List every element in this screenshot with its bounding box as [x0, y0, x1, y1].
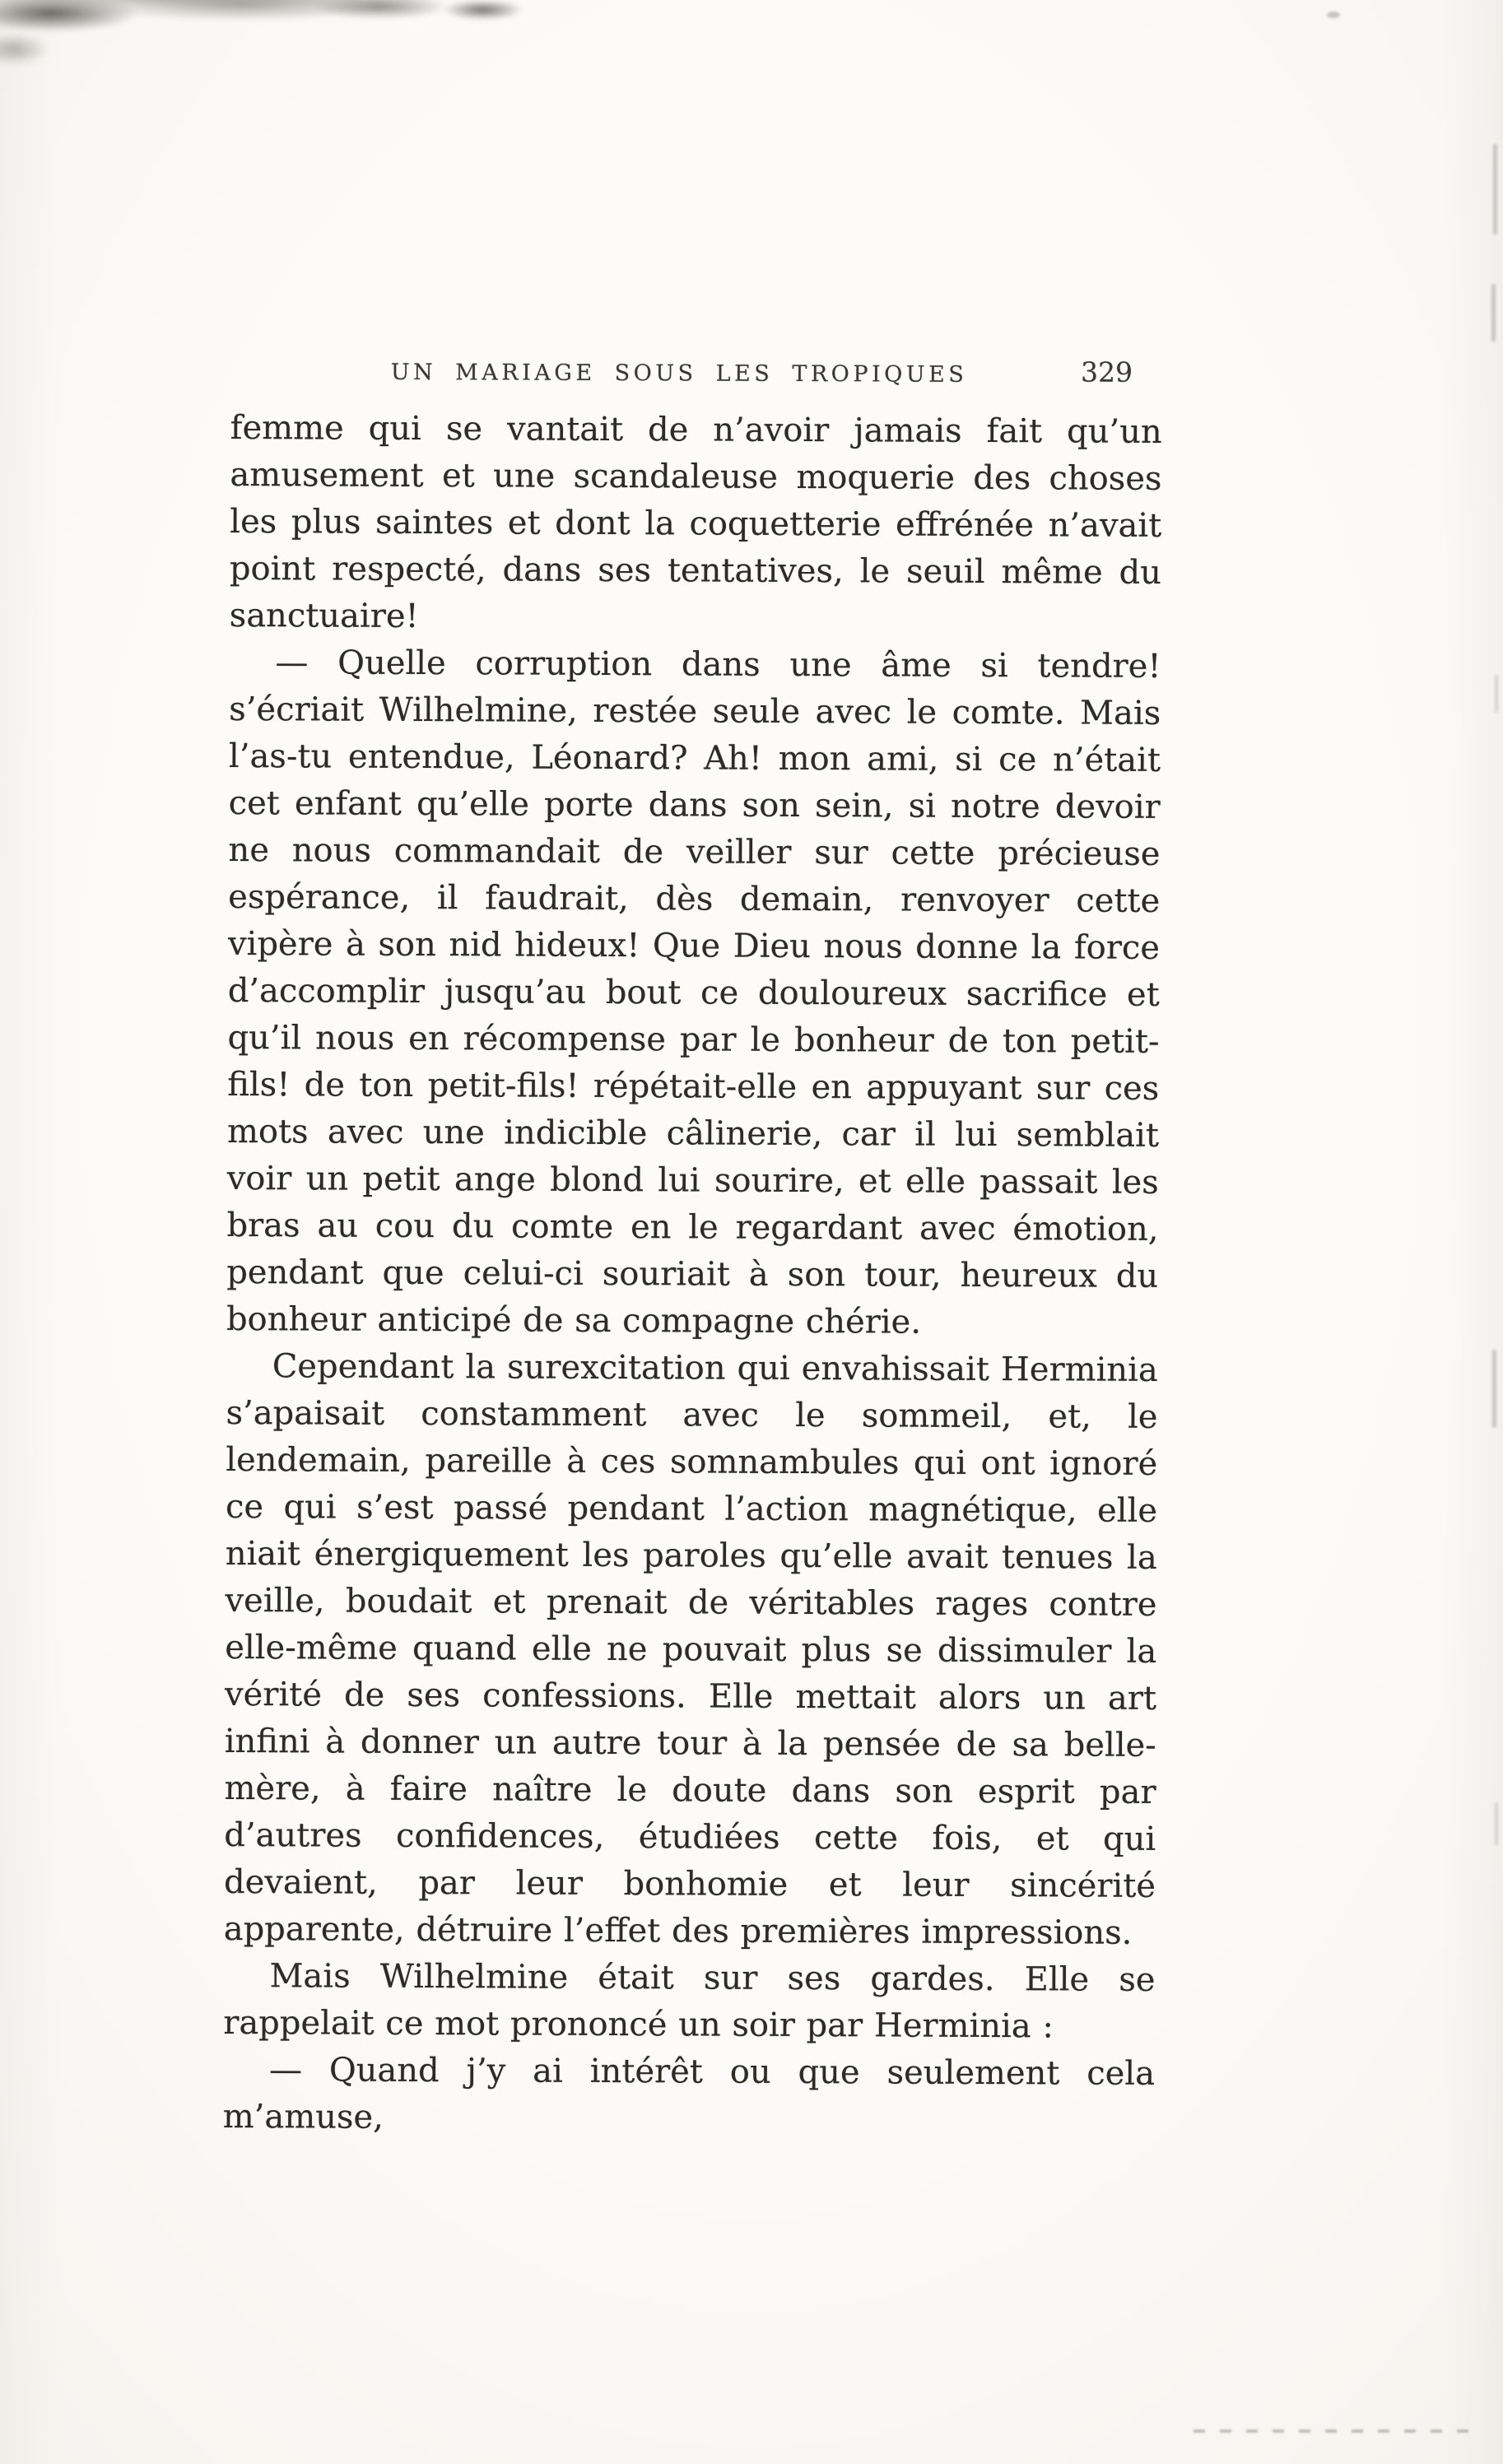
body-text — [223, 405, 1162, 2145]
scan-edge-mark — [1495, 675, 1498, 713]
paragraph-continuation: femme qui se vantait de n’avoir jamais fait qu’un amusement et une scandaleuse moquerie des choses les plus saintes et dont la coquetterie effrénée n’avait point respecté, dans ses tentatives, le seuil même du sanctuaire! — [229, 408, 1162, 635]
page-number: 329 — [1080, 356, 1133, 388]
page-header — [230, 356, 1162, 396]
scan-smudge-top-left — [0, 0, 652, 63]
scan-edge-mark — [1493, 144, 1497, 235]
scan-edge-mark — [1492, 1350, 1496, 1428]
scan-edge-mark — [1495, 1802, 1498, 1845]
scan-edge-mark — [1491, 284, 1496, 342]
paragraph-dialogue: — Quand j’y ai intérêt ou que seulement cela m’amuse, — [222, 2051, 1156, 2136]
scan-bottom-edge-dashes — [1194, 2429, 1482, 2433]
text-column — [222, 0, 1164, 2136]
scan-speck-top-right — [1327, 12, 1340, 18]
scan-smudge-left-edge — [0, 28, 87, 81]
paragraph-dialogue: — Quelle corruption dans une âme si tendre! s’écriait Wilhelmine, restée seule avec le comte. Mais l’as-tu entendue, Léonard? Ah! mon ami, si ce n’était cet enfant qu’elle porte dans son sein, si notre devoir ne nous commandait de veiller sur cette précieuse espérance, il faudrait, dès demain, renvoyer cette vipère à son nid hideux! Que Dieu nous donne la force d’accomplir jusqu’au bout ce douloureux sacrifice et qu’il nous en récompense par le bonheur de ton petit-fils! de ton petit-fils! répétait-elle en appuyant sur ces mots avec une indicible câlinerie, car il lui semblait voir un petit ange blond lui sourire, et elle passait les bras au cou du comte en le regardant avec émotion, pendant que celui-ci souriait à son tour, heureux du bonheur anticipé de sa compagne chérie. — [226, 644, 1161, 1341]
running-title: UN MARIAGE SOUS LES TROPIQUES — [390, 359, 968, 388]
paragraph: Mais Wilhelmine était sur ses gardes. Elle se rappelait ce mot prononcé un soir par Herminia : — [223, 1957, 1156, 2046]
paragraph: Cependant la surexcitation qui envahissait Herminia s’apaisait constamment avec le sommeil, et, le lendemain, pareille à ces somnambules qui ont ignoré ce qui s’est passé pendant l’action magnétique, elle niait énergiquement les paroles qu’elle avait tenues la veille, boudait et prenait de véritables rages contre elle-même quand elle ne pouvait plus se dissimuler la vérité de ses confessions. Elle mettait alors un art infini à donner un autre tour à la pensée de sa belle-mère, à faire naître le doute dans son esprit par d’autres confidences, étudiées cette fois, et qui devaient, par leur bonhomie et leur sincérité apparente, détruire l’effet des premières impressions. — [223, 1347, 1158, 1952]
